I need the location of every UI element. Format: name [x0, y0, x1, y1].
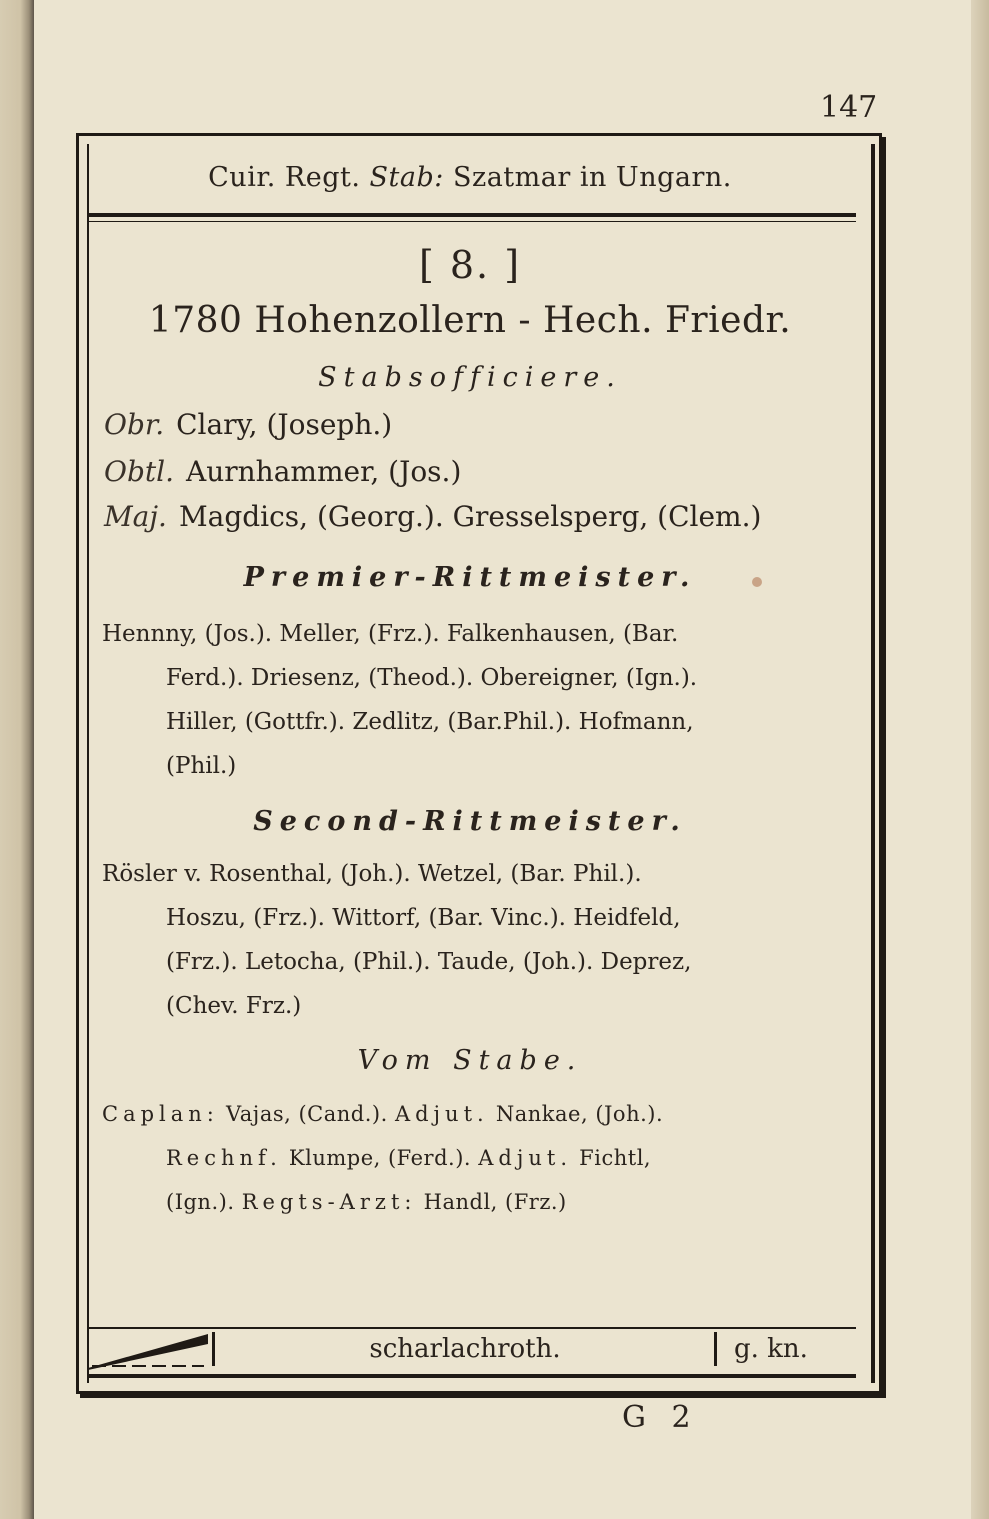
title-label: Regts-Arzt:	[241, 1190, 417, 1214]
title-label: Adjut.	[394, 1102, 489, 1126]
list-line: Hennny, (Jos.). Meller, (Frz.). Falkenhausen, (Bar.	[102, 621, 679, 647]
heading-stabsofficiere: Stabsofficiere.	[318, 362, 622, 393]
list-line: (Chev. Frz.)	[166, 993, 302, 1019]
list-line: Rösler v. Rosenthal, (Joh.). Wetzel, (Bar. Phil.).	[102, 861, 642, 887]
officer-row-obr	[104, 408, 392, 441]
officer-row-obtl	[104, 455, 461, 488]
staff-name: Vajas, (Cand.).	[218, 1102, 395, 1126]
rank-label: Maj.	[104, 500, 167, 533]
list-line	[102, 1180, 842, 1224]
premier-rittmeister-list	[102, 612, 842, 788]
officer-names: Aurnhammer, (Jos.)	[186, 455, 462, 488]
ink-spot	[752, 577, 762, 587]
title-label: Rechnf.	[166, 1146, 282, 1170]
header-rule-thin	[88, 221, 856, 222]
list-line: Hoszu, (Frz.). Wittorf, (Bar. Vinc.). Heidfeld,	[166, 905, 681, 931]
officer-names: Magdics, (Georg.). Gresselsperg, (Clem.)	[178, 500, 762, 533]
list-line: Hiller, (Gottfr.). Zedlitz, (Bar.Phil.). Hofmann,	[166, 709, 694, 735]
staff-name: (Ign.).	[166, 1190, 242, 1214]
rank-label: Obr.	[104, 408, 165, 441]
page-gutter-left	[0, 0, 34, 1519]
list-line: (Frz.). Letocha, (Phil.). Taude, (Joh.). Deprez,	[166, 949, 692, 975]
regiment-title: 1780 Hohenzollern - Hech. Friedr.	[148, 300, 792, 341]
heading-second-rittmeister: Second-Rittmeister.	[253, 806, 687, 837]
wedge-ornament	[88, 1330, 208, 1370]
header-stab-label: Stab:	[369, 162, 444, 193]
uniform-color: scharlachroth.	[369, 1334, 561, 1364]
officer-names: Clary, (Joseph.)	[176, 408, 393, 441]
heading-vom-stabe: Vom Stabe.	[357, 1045, 583, 1076]
staff-name: Nankae, (Joh.).	[488, 1102, 664, 1126]
title-label: Caplan:	[102, 1102, 219, 1126]
staff-name: Fichtl,	[572, 1146, 652, 1170]
header-prefix: Cuir. Regt.	[208, 162, 361, 193]
list-line	[102, 1092, 842, 1136]
button-code: g. kn.	[734, 1334, 808, 1364]
list-line	[102, 1136, 842, 1180]
staff-name: Klumpe, (Ferd.).	[281, 1146, 479, 1170]
footer-rule-thick	[88, 1374, 856, 1378]
title-label: Adjut.	[478, 1146, 572, 1170]
staff-name: Handl, (Frz.)	[416, 1190, 567, 1214]
list-line: (Phil.)	[166, 753, 237, 779]
rank-label: Obtl.	[104, 455, 174, 488]
footer-separator	[212, 1332, 215, 1366]
header-line	[100, 162, 840, 193]
header-rule	[88, 213, 856, 217]
header-location: Szatmar in Ungarn.	[452, 162, 732, 193]
officer-row-maj	[104, 500, 761, 533]
vom-stabe-list	[102, 1092, 842, 1224]
heading-premier-rittmeister: Premier-Rittmeister.	[243, 562, 697, 593]
signature-mark: G 2	[622, 1400, 699, 1435]
page-number: 147	[820, 90, 878, 125]
page-edge-right	[971, 0, 989, 1519]
second-rittmeister-list	[102, 852, 842, 1028]
footer-rule	[88, 1327, 856, 1329]
regiment-number: [ 8. ]	[418, 243, 522, 287]
footer-separator	[714, 1332, 717, 1366]
list-line: Ferd.). Driesenz, (Theod.). Obereigner, (Ign.).	[166, 665, 698, 691]
